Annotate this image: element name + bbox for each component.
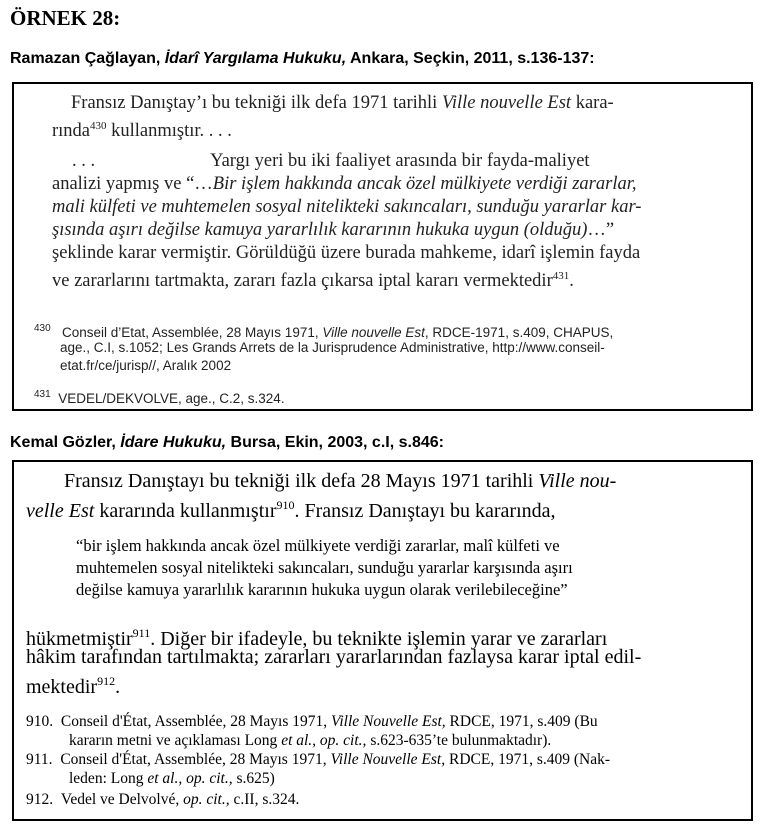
source-2-title: İdare Hukuku, [120,434,227,451]
excerpt-1-line: analizi yapmış ve “…Bir işlem hakkında ancak özel mülkiyete verdiği zararlar, [52,174,637,194]
quote-line: “bir işlem hakkında ancak özel mülkiyete verdiği zararlar, malî külfeti ve [76,536,560,555]
source-1-title: İdarî Yargılama Hukuku, [164,50,347,67]
excerpt-2-line: Fransız Danıştayı bu tekniği ilk defa 28 Mayıs 1971 tarihli Ville nou- [64,470,617,492]
footnote-910-cont: kararın metni ve açıklaması Long et al., op. cit., s.623-635’te bulunmaktadır). [69,732,552,749]
excerpt-1-line: mali külfeti ve muhtemelen sosyal nitelikteki sakıncaları, sunduğu yararlar kar- [52,197,642,217]
excerpt-1-line: rında$^{430}$ kullanmıştır. . . . [52,120,232,141]
source-2-publisher: Bursa, Ekin, 2003, c.I, s.846: [226,434,444,451]
footnote-ref-910: 910 [276,498,295,512]
excerpt-2-line: velle Est kararında kullanmıştır$^{910}$. Fransız Danıştayı bu kararında, [26,498,556,522]
excerpt-1-line: ve zararlarını tartmakta, zararı fazla çıkarsa iptal kararı vermektedir$^{431}$. [52,270,574,291]
footnote-431: $^{431}$ VEDEL/DEKVOLVE, age., C.2, s.324. [34,389,285,406]
excerpt-1-line: şeklinde karar vermiştir. Görüldüğü üzere burada mahkeme, idarî işlemin fayda [52,243,641,263]
footnote-430-cont: age., C.I, s.1052; Les Grands Arrets de la Jurisprudence Administrative, http://www.conseil- [60,340,605,355]
excerpt-1-line: . . . Yargı yeri bu iki faaliyet arasında bir fayda-maliyet [72,151,590,171]
source-1-publisher: Ankara, Seçkin, 2011, s.136-137: [346,50,595,67]
source-2-author: Kemal Gözler, [10,434,121,451]
footnote-ref-912: 912 [97,674,116,688]
excerpt-2-line: hükmetmiştir$^{911}$. Diğer bir ifadeyle, bu teknikte işlemin yarar ve zararları [26,626,608,650]
excerpt-1-line: Fransız Danıştay’ı bu tekniği ilk defa 1971 tarihli Ville nouvelle Est kara- [71,93,614,113]
source-citation-1 [10,50,595,68]
excerpt-box-2 [12,460,753,821]
footnote-ref-431: 431 [552,270,570,282]
footnote-430: $^{430}$ Conseil d’Etat, Assemblée, 28 Mayıs 1971, Ville nouvelle Est, RDCE-1971, s.409, CHAPUS, [34,323,614,340]
excerpt-2-line: mektedir$^{912}$. [26,674,121,698]
footnote-911: 911. Conseil d'État, Assemblée, 28 Mayıs 1971, Ville Nouvelle Est, RDCE, 1971, s.409 (Nak- [26,751,611,768]
footnote-912: 912. Vedel ve Delvolvé, op. cit., c.II, s.324. [26,791,300,808]
quote-line: muhtemelen sosyal nitelikteki sakıncaları, sunduğu yararlar karşısında aşırı [76,558,573,577]
source-citation-2 [10,434,444,452]
example-heading: ÖRNEK 28: [10,6,121,30]
footnote-ref-911: 911 [132,626,151,640]
excerpt-box-1 [12,82,753,411]
footnote-430-cont: etat.fr/ce/jurisp//, Aralık 2002 [60,358,232,373]
footnote-911-cont: leden: Long et al., op. cit., s.625) [69,770,275,787]
footnote-ref-430: 430 [90,120,107,132]
quote-line: değilse kamuya yararlılık kararının hukuka uygun olarak verilebileceğine” [76,580,568,599]
source-1-author: Ramazan Çağlayan, [10,50,165,67]
excerpt-1-line: şısında aşırı değilse kamuya yararlılık kararının hukuka uygun (olduğu)…” [52,220,615,240]
excerpt-2-line: hâkim tarafından tartılmakta; zararları yararlarından fazlaysa karar iptal edil- [26,646,642,668]
footnote-910: 910. Conseil d'État, Assemblée, 28 Mayıs 1971, Ville Nouvelle Est, RDCE, 1971, s.409 (Bu [26,713,598,730]
